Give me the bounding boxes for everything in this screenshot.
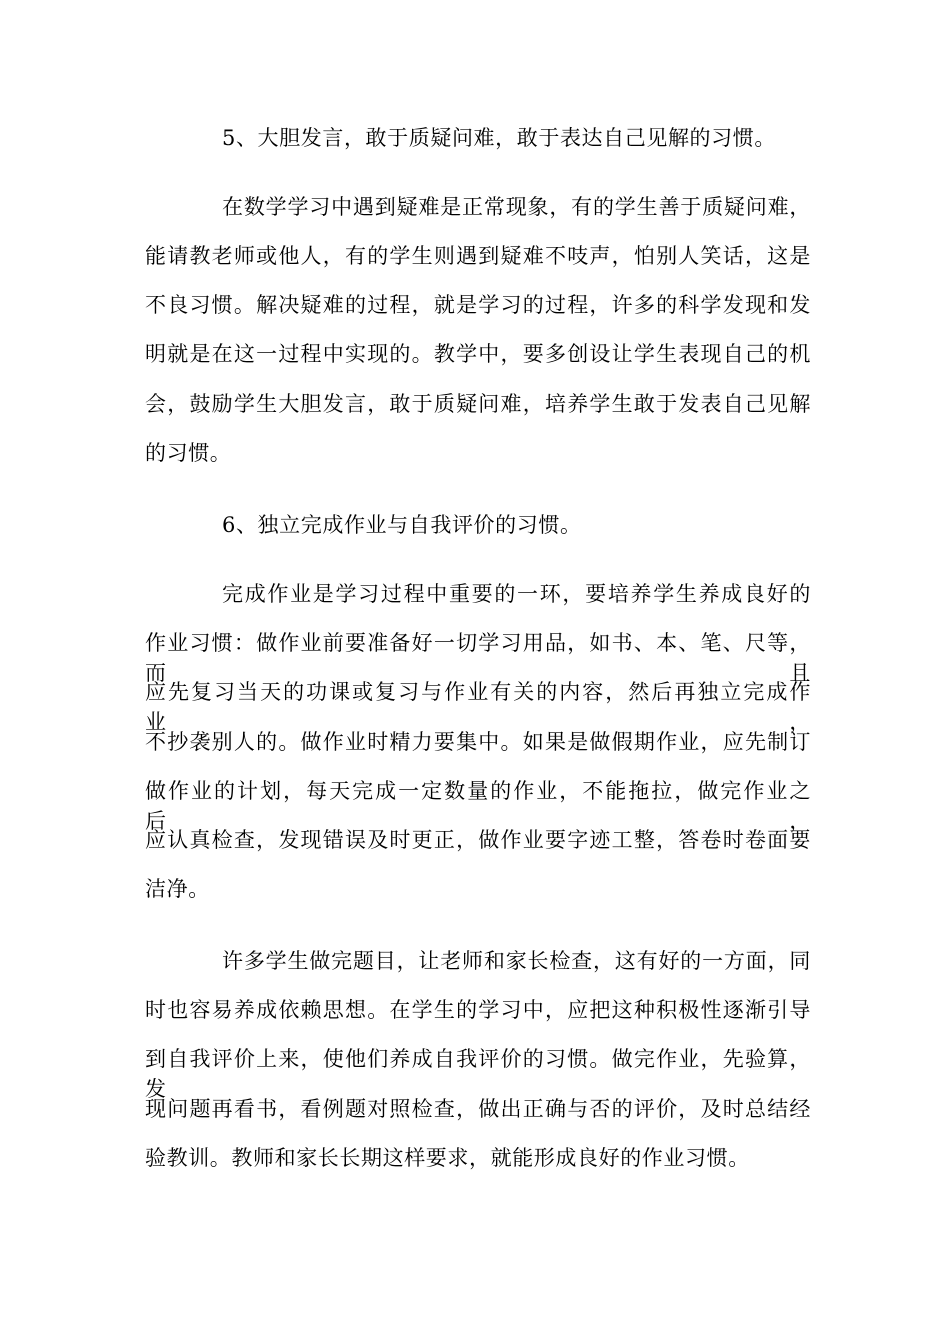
paragraph-line: 验教训。教师和家长长期这样要求，就能形成良好的作业习惯。	[145, 1146, 750, 1170]
paragraph-line: 做作业的计划，每天完成一定数量的作业，不能拖拉，做完作业之后，	[145, 779, 811, 833]
paragraph-line: 现问题再看书，看例题对照检查，做出正确与否的评价，及时总结经	[145, 1097, 811, 1121]
paragraph-line: 时也容易养成依赖思想。在学生的学习中，应把这种积极性逐渐引导	[145, 998, 811, 1022]
paragraph-line: 洁净。	[145, 877, 210, 901]
paragraph-line: 到自我评价上来，使他们养成自我评价的习惯。做完作业，先验算，发	[145, 1047, 811, 1101]
section-heading-6: 6、独立完成作业与自我评价的习惯。	[222, 513, 582, 537]
paragraph-line: 作业习惯：做作业前要准备好一切学习用品，如书、本、笔、尺等，而且	[145, 631, 811, 685]
paragraph-line: 会，鼓励学生大胆发言，敢于质疑问难，培养学生敢于发表自己见解	[145, 392, 811, 416]
paragraph-line: 不抄袭别人的。做作业时精力要集中。如果是做假期作业，应先制订	[145, 730, 811, 754]
paragraph-line: 许多学生做完题目，让老师和家长检查，这有好的一方面，同	[222, 949, 811, 973]
paragraph-line: 明就是在这一过程中实现的。教学中，要多创设让学生表现自己的机	[145, 342, 811, 366]
paragraph-line: 能请教老师或他人，有的学生则遇到疑难不吱声，怕别人笑话，这是	[145, 244, 811, 268]
paragraph-line: 不良习惯。解决疑难的过程，就是学习的过程，许多的科学发现和发	[145, 293, 811, 317]
paragraph-line: 的习惯。	[145, 441, 232, 465]
paragraph-line: 在数学学习中遇到疑难是正常现象，有的学生善于质疑问难，	[222, 195, 811, 219]
section-heading-5: 5、大胆发言，敢于质疑问难，敢于表达自己见解的习惯。	[222, 126, 776, 150]
paragraph-line: 应先复习当天的功课或复习与作业有关的内容，然后再独立完成作业，	[145, 680, 811, 734]
paragraph-line: 应认真检查，发现错误及时更正，做作业要字迹工整，答卷时卷面要	[145, 828, 811, 852]
paragraph-line: 完成作业是学习过程中重要的一环，要培养学生养成良好的	[222, 582, 811, 606]
